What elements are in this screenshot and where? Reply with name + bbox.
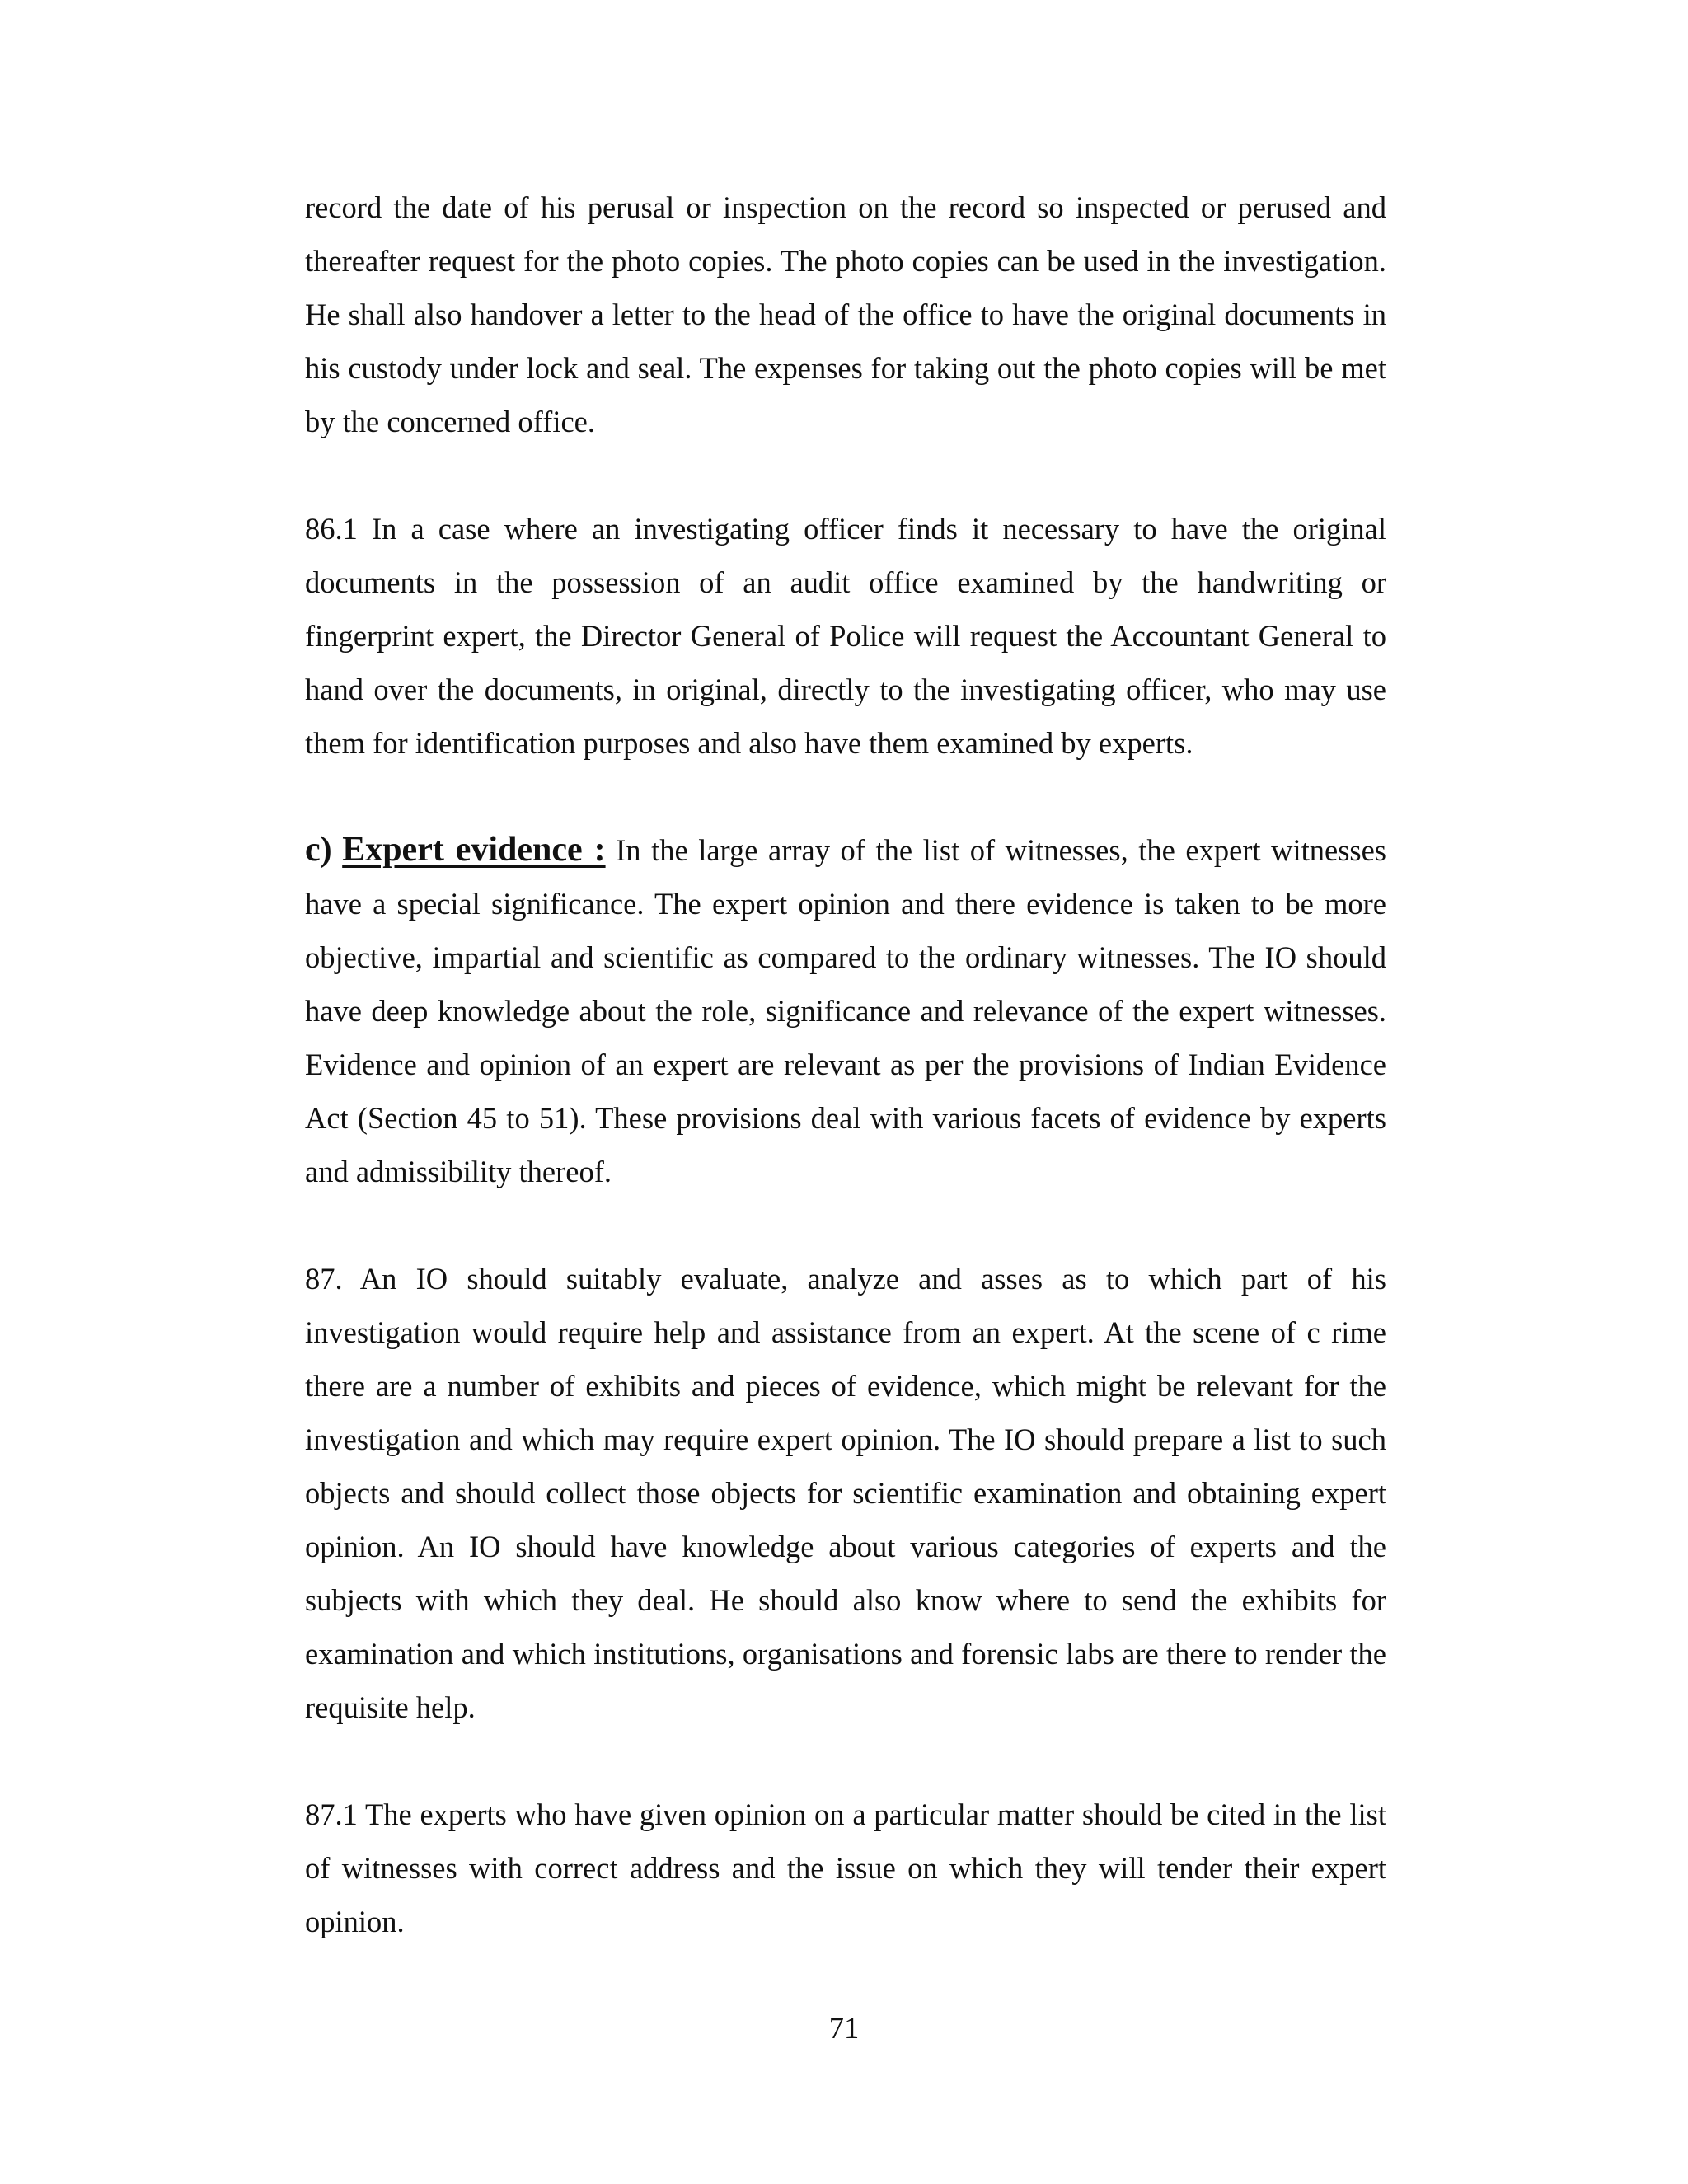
paragraph-86-1: 86.1 In a case where an investigating officer finds it necessary to have the original documents in the possession of an audit office examined by the handwriting or fingerprint expert, the Director General of Police will request the Accountant General to hand over the documents, in original, directly to the investigating officer, who may use them for identification purposes and also have them examined by experts. (305, 512, 1386, 760)
section-c-expert-evidence (305, 823, 1386, 1198)
page-body (305, 180, 1386, 2002)
paragraph-87-1: 87.1 The experts who have given opinion on a particular matter should be cited in the list of witnesses with correct address and the issue on which they will tender their expert opinion. (305, 1797, 1386, 1938)
page-number: 71 (828, 2011, 860, 2045)
section-c-prefix: c) (305, 831, 332, 869)
paragraph-record-inspection: record the date of his perusal or inspection on the record so inspected or perused and thereafter request for the photo copies. The photo copies can be used in the investigation. He shall also handover a letter to the head of the office to have the original documents in his custody under lock and seal. The expenses for taking out the photo copies will be met by the concerned office. (305, 190, 1386, 438)
section-c-text: In the large array of the list of witnesses, the expert witnesses have a special significance. The expert opinion and there evidence is taken to be more objective, impartial and scientific as compared to the ordinary witnesses. The IO should have deep knowledge about the role, significance and relevance of the expert witnesses. Evidence and opinion of an expert are relevant as per the provisions of Indian Evidence Act (Section 45 to 51). These provisions deal with various facets of evidence by experts and admissibility thereof. (305, 833, 1387, 1188)
section-c-heading: Expert evidence : (342, 831, 606, 869)
paragraph-87: 87. An IO should suitably evaluate, analyze and asses as to which part of his investigation would require help and assistance from an expert. At the scene of c rime there are a number of exhibits and pieces of evidence, which might be relevant for the investigation and which may require expert opinion. The IO should prepare a list to such objects and should collect those objects for scientific examination and obtaining expert opinion. An IO should have knowledge about various categories of experts and the subjects with which they deal. He should also know where to send the exhibits for examination and which institutions, organisations and forensic labs are there to render the requisite help. (305, 1262, 1386, 1724)
